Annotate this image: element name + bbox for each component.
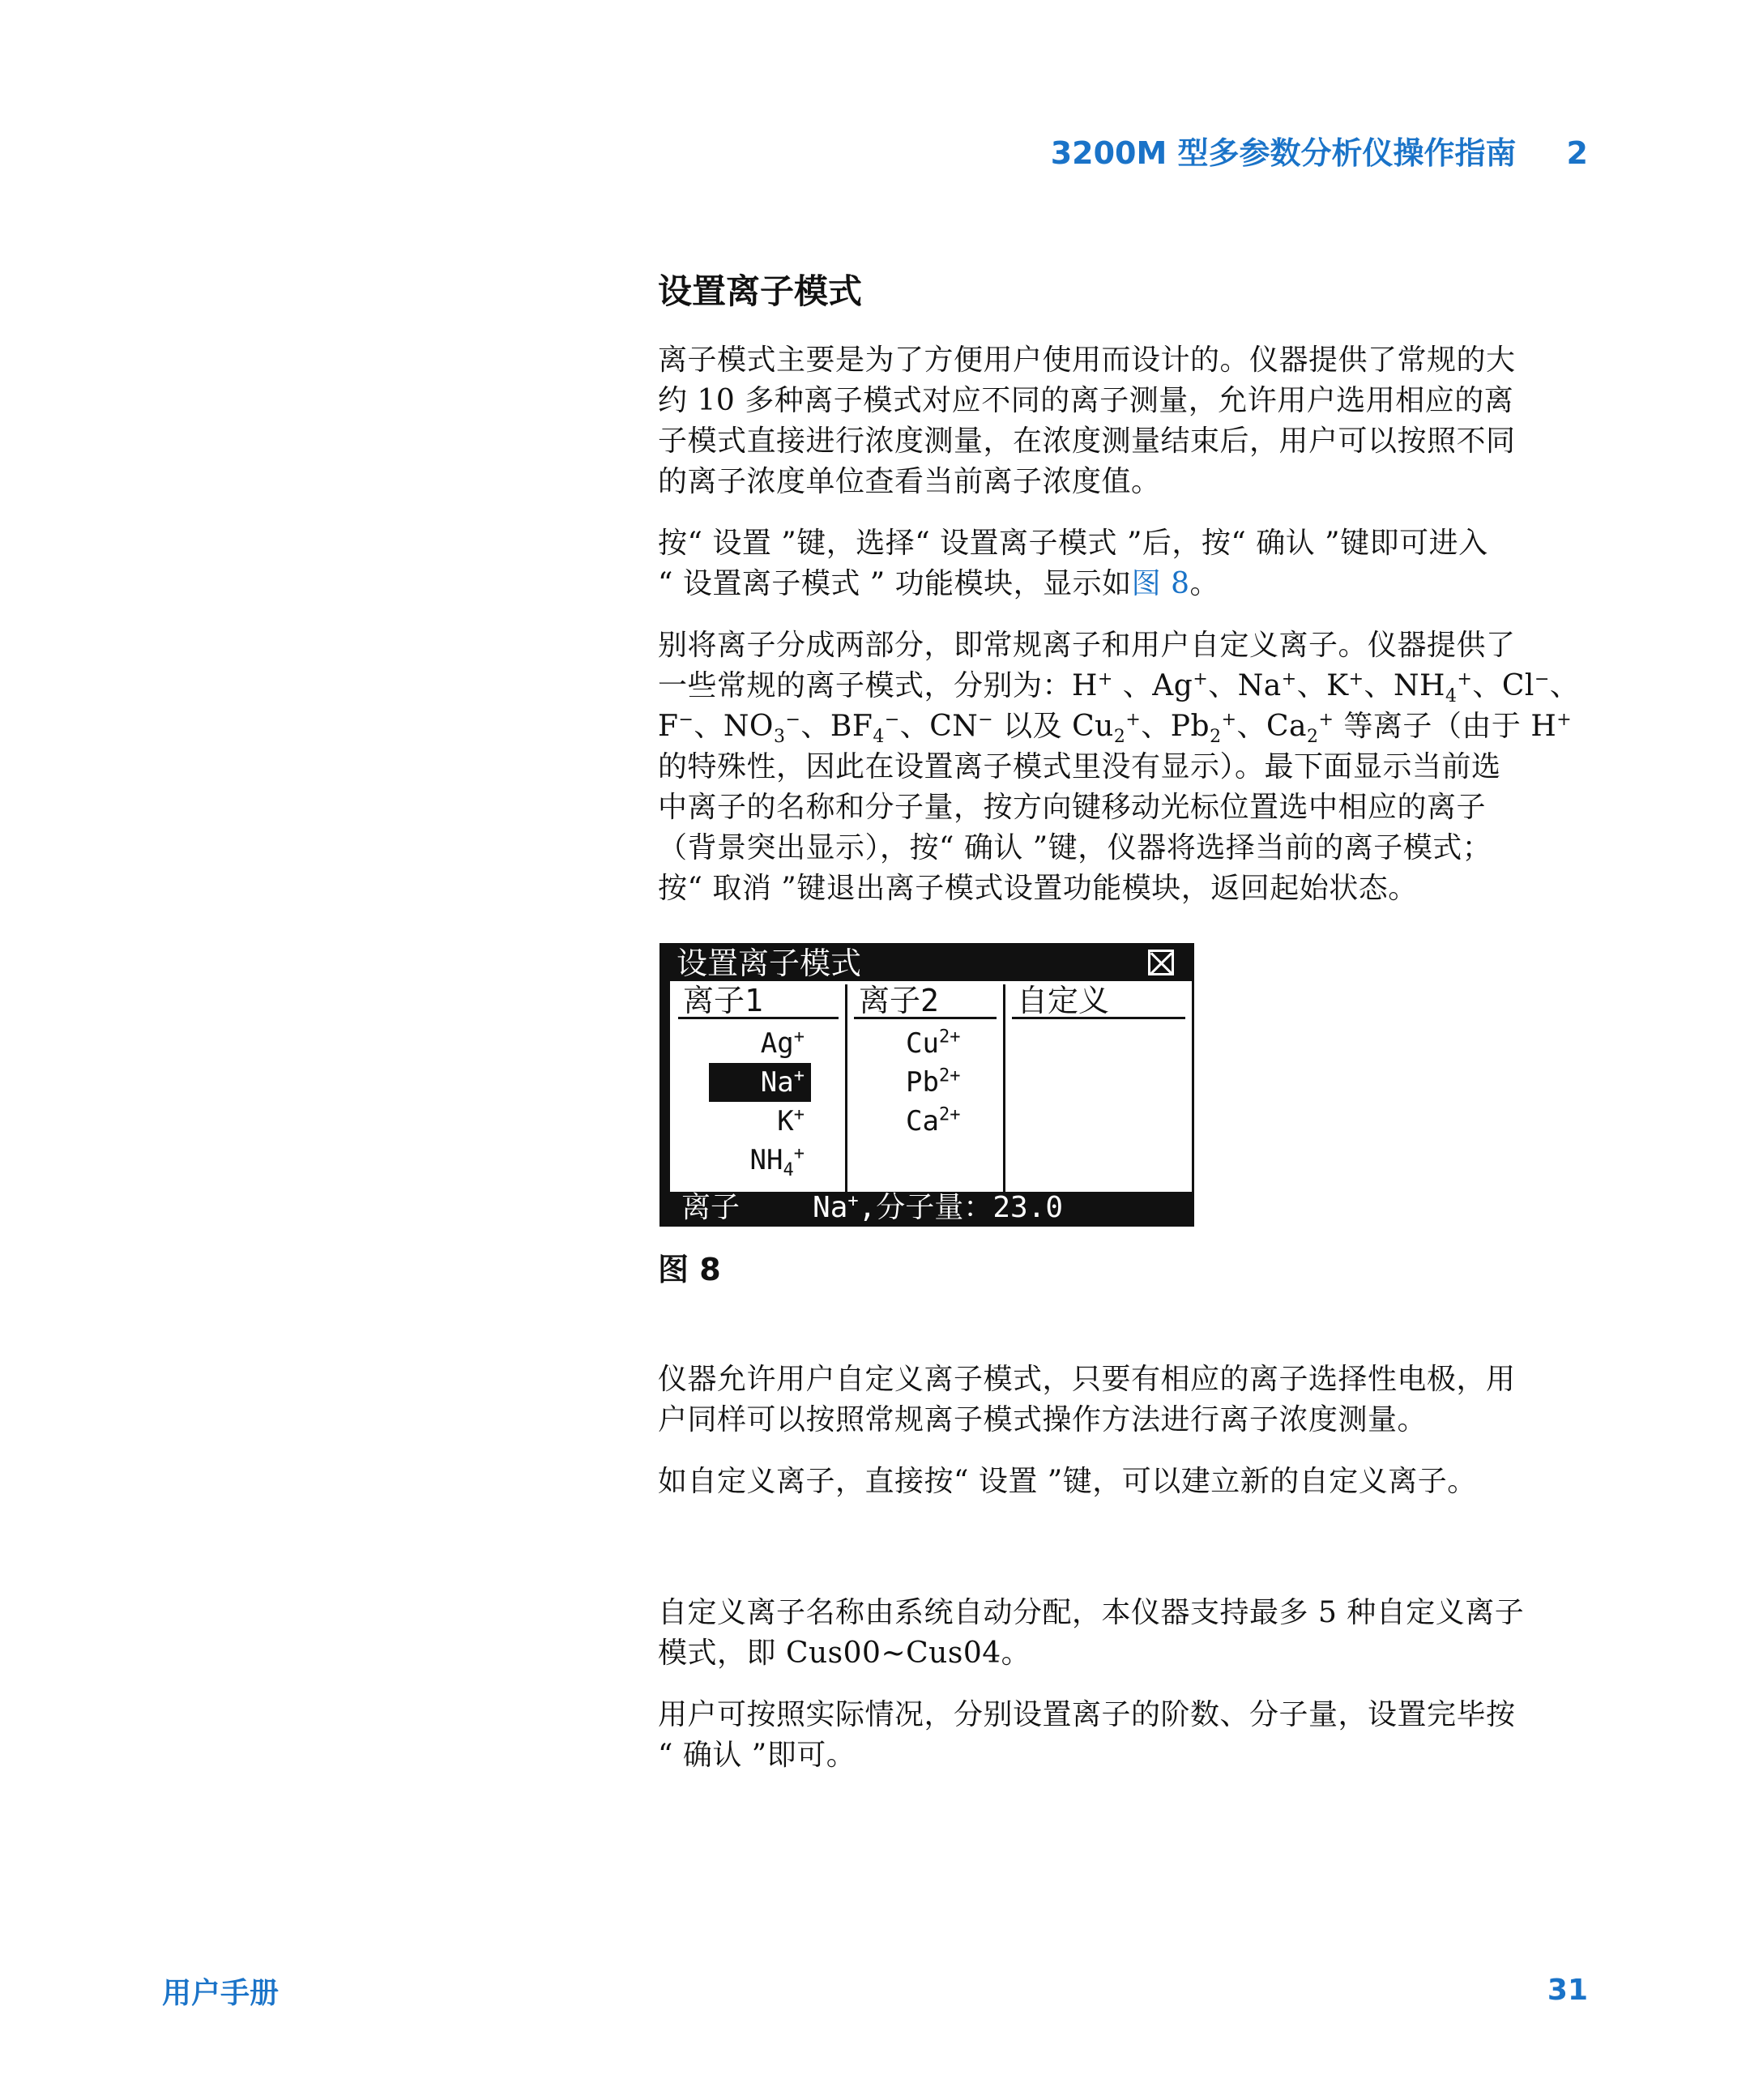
ion2-list: [847, 1024, 1003, 1141]
paragraph-enter-mode: [658, 523, 1598, 604]
status-label: 离子: [681, 1191, 741, 1224]
lcd-screen-figure: [659, 943, 1194, 1227]
text-line: 离子模式主要是为了方便用户使用而设计的。仪器提供了常规的大: [658, 344, 1516, 377]
text-line: 的特殊性，因此在设置离子模式里没有显示）。最下面显示当前选: [658, 750, 1501, 783]
text-line: 中离子的名称和分子量，按方向键移动光标位置选中相应的离子: [658, 791, 1487, 824]
list-item-selected: Na+: [672, 1063, 845, 1102]
lcd-column-header: 离子1: [678, 984, 839, 1019]
text-line: 自定义离子名称由系统自动分配，本仪器支持最多 5 种自定义离子: [658, 1596, 1525, 1629]
text-line: [658, 564, 1598, 604]
text-line: 户同样可以按照常规离子模式操作方法进行离子浓度测量。: [658, 1403, 1428, 1436]
text-line: 子模式直接进行浓度测量，在浓度测量结束后，用户可以按照不同: [658, 425, 1516, 458]
text-line: 的离子浓度单位查看当前离子浓度值。: [658, 465, 1161, 498]
chapter-number: 2: [1566, 135, 1588, 171]
text-line: 模式，即 Cus00~Cus04。: [658, 1637, 1031, 1670]
ion-name: Pb: [906, 1066, 939, 1099]
text-line: 如自定义离子，直接按“ 设置 ”键，可以建立新的自定义离子。: [658, 1465, 1477, 1498]
ion-name: Na: [760, 1066, 794, 1099]
status-mw-label: ,分子量：: [858, 1191, 993, 1224]
lcd-column-header: 自定义: [1012, 984, 1185, 1019]
text-line: 别将离子分成两部分，即常规离子和用户自定义离子。仪器提供了: [658, 629, 1516, 662]
lcd-column-header: 离子2: [854, 984, 997, 1019]
list-item: $Ca^{2+}$: [906, 1104, 961, 1138]
text-line: （背景突出显示），按“ 确认 ”键，仪器将选择当前的离子模式；: [658, 831, 1492, 864]
lcd-column-ion2: [847, 984, 1005, 1192]
text-span: 。: [1189, 567, 1220, 600]
footer-manual-label: 用户手册: [162, 1977, 280, 2010]
ion1-list: [672, 1024, 845, 1180]
lcd-column-ion1: [672, 984, 847, 1192]
text-line: 一些常规的离子模式，分别为：H+ 、Ag+、Na+、K+、$NH_4^+$、Cl−、: [658, 669, 1580, 707]
text-line: 用户可按照实际情况，分别设置离子的阶数、分子量，设置完毕按: [658, 1698, 1516, 1731]
text-line: 按“ 取消 ”键退出离子模式设置功能模块，返回起始状态。: [658, 872, 1418, 905]
paragraph-ion-list: [658, 625, 1598, 909]
paragraph-custom-ion: [658, 1359, 1598, 1441]
paragraph-custom-naming: [658, 1593, 1598, 1674]
text-line: 仪器允许用户自定义离子模式，只要有相应的离子选择性电极，用: [658, 1363, 1516, 1396]
status-mw-value: 23.0: [992, 1191, 1064, 1224]
text-line: 约 10 多种离子模式对应不同的离子测量，允许用户选用相应的离: [658, 384, 1514, 417]
list-item: K+: [777, 1104, 805, 1138]
header-title: 3200M 型多参数分析仪操作指南: [1050, 135, 1517, 171]
lcd-column-custom: [1005, 984, 1192, 1192]
section-title: 设置离子模式: [658, 271, 863, 311]
list-item: $NH_4^+$: [749, 1143, 805, 1180]
running-header: [1051, 128, 1588, 173]
list-item: $Pb^{2+}$: [906, 1065, 961, 1099]
lcd-title: 设置离子模式: [677, 945, 862, 981]
text-line: F−、$NO_3^-$、$BF_4^-$、CN− 以及 $Cu_2^+$、$Pb_2^+$、$Ca_2^+$ 等离子（由于 H+: [658, 710, 1573, 748]
list-item: Ag+: [760, 1027, 805, 1060]
text-span: “ 设置离子模式 ” 功能模块，显示如: [658, 567, 1132, 600]
ion-name: Ag: [760, 1027, 794, 1060]
ion-name: Cu: [906, 1027, 939, 1060]
lcd-status-bar: 离子 Na+,分子量：23.0: [662, 1192, 1192, 1224]
page-number: 31: [1547, 1974, 1588, 2007]
ion-name: K: [777, 1105, 794, 1138]
ion-name: Ca: [906, 1105, 939, 1138]
figure-link[interactable]: 图 8: [1131, 567, 1190, 600]
paragraph-intro: [658, 340, 1598, 502]
status-ion: Na: [813, 1191, 848, 1224]
lcd-title-bar: [662, 945, 1192, 981]
text-line: “ 确认 ”即可。: [658, 1739, 856, 1772]
figure-caption: 图 8: [658, 1252, 721, 1287]
list-item: $Cu^{2+}$: [906, 1027, 961, 1060]
main-content: [658, 267, 1598, 1797]
paragraph-create-custom: [658, 1462, 1598, 1502]
text-line: 按“ 设置 ”键，选择“ 设置离子模式 ”后，按“ 确认 ”键即可进入: [658, 527, 1488, 560]
ion-name: NH: [749, 1144, 783, 1176]
lcd-left-bar: [662, 981, 670, 1192]
close-icon: [1148, 950, 1174, 975]
paragraph-custom-settings: [658, 1695, 1598, 1776]
